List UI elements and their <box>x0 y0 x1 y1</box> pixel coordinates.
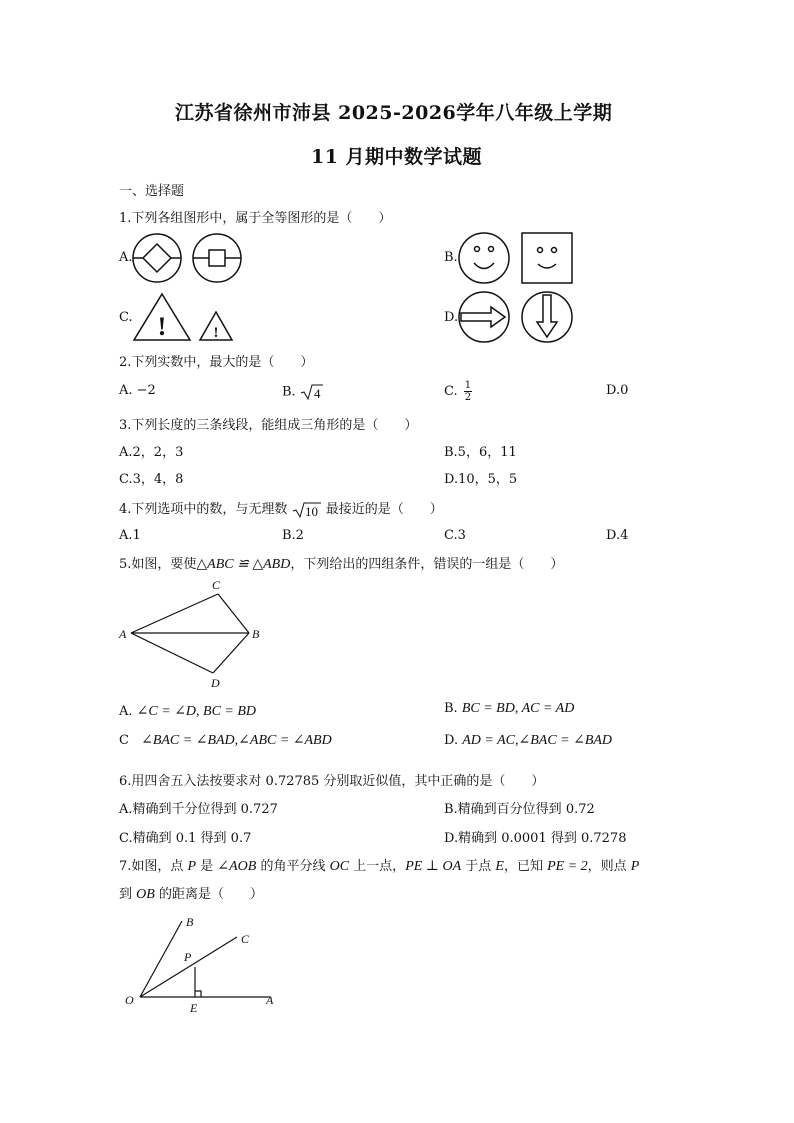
q4-stem <box>119 498 443 519</box>
smiley-square-icon <box>522 233 572 283</box>
q7-text-5: 于点 <box>461 859 496 874</box>
q7-math-1: P <box>187 859 197 874</box>
q2-option-b-label: B. <box>282 384 300 400</box>
q5-option-d <box>444 732 612 749</box>
q5-stem <box>119 553 563 573</box>
right-arrow-circle-icon <box>459 292 509 342</box>
q5-stem-math: △ABC ≌ △ABD <box>196 557 291 572</box>
q7-text-4: 上一点， <box>349 859 406 874</box>
diamond-in-circle-icon <box>133 234 181 282</box>
q7-math-3: OC <box>329 859 350 874</box>
q7-text-8: 到 <box>119 887 137 902</box>
q4-option-a: A.1 <box>119 528 141 543</box>
q5-quadrilateral-figure <box>110 575 280 695</box>
q1-figures <box>0 0 794 360</box>
q7-text-9: 的距离是（ ） <box>154 887 263 902</box>
page-title-line1: 江苏省徐州市沛县 2025-2026学年八年级上学期 <box>175 102 613 124</box>
q5-option-d-label: D. <box>444 733 459 748</box>
q6-option-d: D.精确到 0.0001 得到 0.7278 <box>444 831 627 846</box>
q6-option-a: A.精确到千分位得到 0.727 <box>119 802 278 817</box>
q2-stem: 2.下列实数中，最大的是（ ） <box>119 355 314 370</box>
fraction <box>464 380 472 403</box>
point-label-b: B <box>186 915 194 929</box>
point-label-e: E <box>190 1001 198 1015</box>
q7-math-8: OB <box>136 887 155 902</box>
section-title: 一、选择题 <box>119 184 185 199</box>
sqrt-icon <box>300 383 324 401</box>
q1-option-c: C. <box>119 310 133 325</box>
q5-option-b-math: BC = BD, AC = AD <box>461 701 575 716</box>
smiley-circle-icon <box>459 233 509 283</box>
q7-text-7: ，则点 <box>587 859 631 874</box>
warning-mark-large: ! <box>157 312 167 341</box>
point-label-p: P <box>184 950 192 964</box>
q5-option-d-math: AD = AC,∠BAC = ∠BAD <box>462 733 613 748</box>
square-in-circle-icon <box>193 234 241 282</box>
q7-angle-bisector-figure <box>120 910 290 1020</box>
q5-stem-prefix: 5.如图，要使 <box>119 557 197 572</box>
q4-option-c: C.3 <box>444 528 466 543</box>
q6-option-b: B.精确到百分位得到 0.72 <box>444 802 595 817</box>
q5-option-c-math: ∠BAC = ∠BAD,∠ABC = ∠ABD <box>141 733 332 748</box>
sqrt-icon <box>292 501 322 519</box>
point-label-d: D <box>211 676 220 690</box>
q3-option-c: C.3，4，8 <box>119 472 184 487</box>
point-label-a: A <box>119 627 127 641</box>
q2-option-c <box>444 380 472 403</box>
q4-sqrt-radicand: 10 <box>304 503 318 519</box>
q5-option-a-math: ∠C = ∠D, BC = BD <box>136 704 257 719</box>
q2-option-a: A. −2 <box>119 383 156 398</box>
q1-option-a: A. <box>119 250 133 265</box>
q5-option-b-label: B. <box>444 701 458 716</box>
q7-stem-line2 <box>119 883 263 903</box>
q5-option-c <box>119 732 332 749</box>
point-label-b: B <box>252 627 260 641</box>
q4-stem-suffix: 最接近的是（ ） <box>325 502 443 517</box>
q1-stem: 1.下列各组图形中，属于全等图形的是（ ） <box>119 211 392 226</box>
q7-text-3: 的角平分线 <box>256 859 330 874</box>
q3-option-a: A.2，2，3 <box>119 445 184 460</box>
warning-mark-small: ! <box>213 325 219 341</box>
point-label-o: O <box>125 993 134 1007</box>
fraction-numerator: 1 <box>464 380 472 391</box>
q5-option-b <box>444 701 574 717</box>
q7-stem-line1 <box>119 855 639 875</box>
point-label-c: C <box>212 578 221 592</box>
q2-option-c-label: C. <box>444 384 462 399</box>
fraction-denominator: 2 <box>464 392 472 403</box>
q1-option-d: D. <box>444 310 459 325</box>
q5-option-a <box>119 703 256 720</box>
q2-option-b <box>282 383 324 401</box>
point-label-a: A <box>266 993 274 1007</box>
q5-option-c-label: C <box>119 733 129 748</box>
q7-text-6: ，已知 <box>503 859 548 874</box>
page-title-line2: 11 月期中数学试题 <box>311 146 483 168</box>
q5-option-a-label: A. <box>119 704 133 719</box>
q7-math-5: E <box>495 859 504 874</box>
down-arrow-circle-icon <box>522 292 572 342</box>
q2-option-d: D.0 <box>606 383 629 398</box>
q7-math-2: ∠AOB <box>217 859 257 874</box>
q7-math-4: PE ⊥ OA <box>405 859 462 874</box>
q3-stem: 3.下列长度的三条线段，能组成三角形的是（ ） <box>119 418 418 433</box>
point-label-c: C <box>241 932 250 946</box>
q7-math-6: PE = 2 <box>547 859 588 874</box>
q2-sqrt-radicand: 4 <box>313 386 321 401</box>
q4-stem-prefix: 4.下列选项中的数，与无理数 <box>119 502 288 517</box>
q5-stem-suffix: ，下列给出的四组条件，错误的一组是（ ） <box>290 557 564 572</box>
q7-text-1: 7.如图，点 <box>119 859 188 874</box>
q3-option-d: D.10，5，5 <box>444 472 518 487</box>
q6-stem: 6.用四舍五入法按要求对 0.72785 分别取近似值，其中正确的是（ ） <box>119 774 545 789</box>
q4-option-b: B.2 <box>282 528 304 543</box>
q7-math-7: P <box>630 859 640 874</box>
q6-option-c: C.精确到 0.1 得到 0.7 <box>119 831 252 846</box>
q4-option-d: D.4 <box>606 528 629 543</box>
q3-option-b: B.5，6，11 <box>444 445 517 460</box>
q7-text-2: 是 <box>196 859 218 874</box>
q1-option-b: B. <box>444 250 458 265</box>
